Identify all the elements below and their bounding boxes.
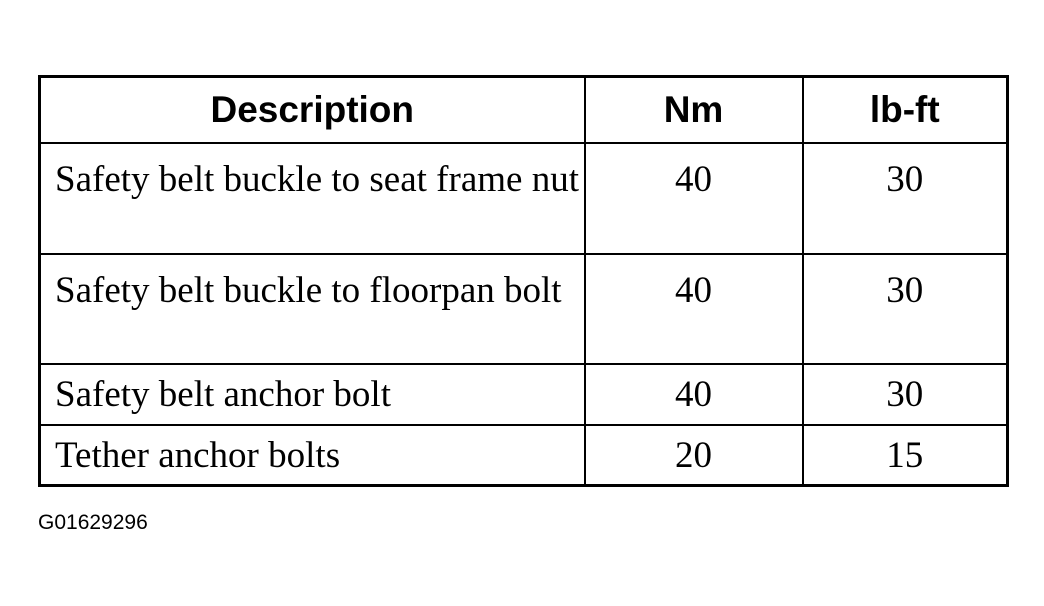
row-nm-value: 40	[585, 364, 803, 424]
table-row	[40, 425, 1008, 486]
row-description: Safety belt buckle to floorpan bolt	[40, 254, 585, 365]
figure-id-label: G01629296	[38, 511, 148, 534]
description-column-header: Description	[40, 77, 585, 144]
row-nm-value: 40	[585, 254, 803, 365]
header-row	[40, 77, 1008, 144]
lbft-column-header: lb-ft	[803, 77, 1008, 144]
row-lbft-value: 30	[803, 254, 1008, 365]
row-lbft-value: 30	[803, 143, 1008, 254]
table-row	[40, 364, 1008, 424]
table-row	[40, 254, 1008, 365]
table-row	[40, 143, 1008, 254]
row-description: Safety belt anchor bolt	[40, 364, 585, 424]
nm-column-header: Nm	[585, 77, 803, 144]
row-nm-value: 20	[585, 425, 803, 486]
torque-specification-table	[38, 75, 1009, 487]
row-lbft-value: 30	[803, 364, 1008, 424]
row-nm-value: 40	[585, 143, 803, 254]
row-lbft-value: 15	[803, 425, 1008, 486]
row-description: Tether anchor bolts	[40, 425, 585, 486]
row-description: Safety belt buckle to seat frame nut	[40, 143, 585, 254]
